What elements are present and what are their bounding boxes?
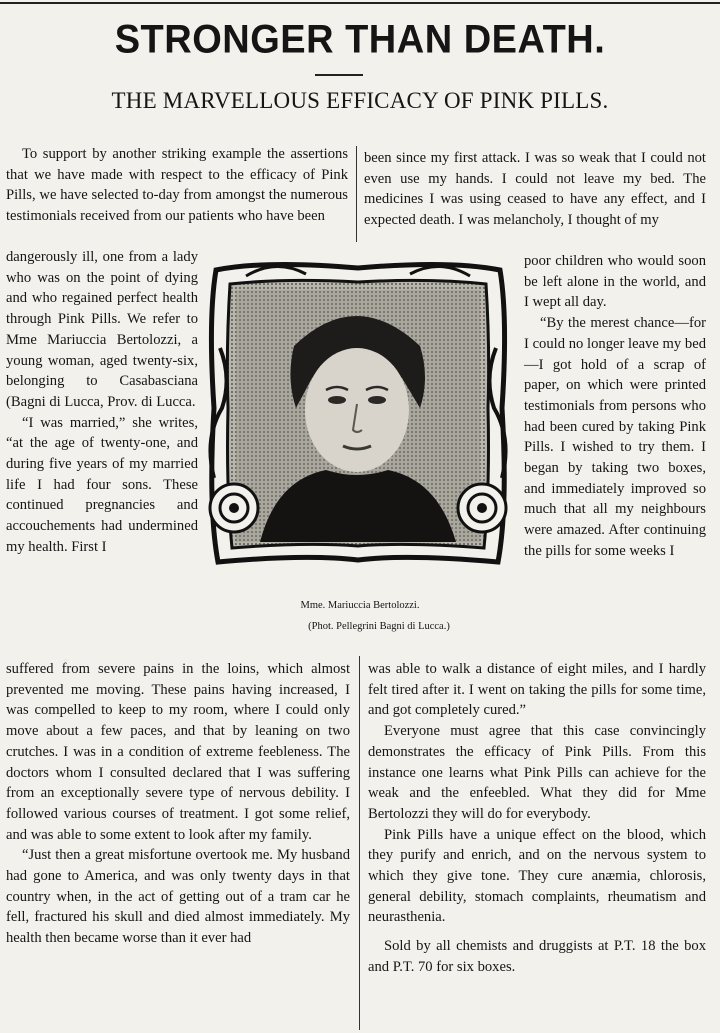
intro-paragraph: To support by another striking example the assertions that we have made with respect to the efficacy of Pink Pills, we have selected to-day from amongst the numerous testimonials received from our patients who have been (6, 146, 348, 225)
left-narrow-column: dangerously ill, one from a lady who was on the point of dying and who regained perfect health through Pink Pills. We refer to Mme Mariuccia Bertolozzi, a young woman, aged twenty-six, belonging to Casabasciana (Bagni di Lucca, Prov. di Lucca. “I was married,” she writes, “at the age of twenty-one, and during five years of my married life I had four sons. These continued pregnancies and accouchements had undermined my health. First I (6, 249, 198, 555)
headline-divider (315, 74, 363, 76)
right-narrow-column: poor children who would soon be left alone in the world, and I wept all day. “By the merest chance—for I could no longer leave my bed—I got hold of a scrap of paper, on which were printed testimonials from persons who had been cured by taking Pink Pills. I wished to try them. I began by taking two boxes, and immediately improved so much that all my neighbours were amazed. After continuing the pills for some weeks I (524, 253, 706, 559)
column-divider-upper (356, 146, 357, 242)
right-upper-column: been since my first attack. I was so weak that I could not even use my hands. I could not leave my bed. The medicines I was using ceased to have any effect, and I expected death. I was melancholy, I thought of my (364, 150, 706, 229)
portrait-caption-credit: (Phot. Pellegrini Bagni di Lucca.) (308, 621, 450, 632)
portrait-frame (206, 258, 510, 570)
top-rule (0, 2, 720, 4)
portrait-figure (206, 258, 510, 570)
subheadline: THE MARVELLOUS EFFICACY OF PINK PILLS. (111, 88, 609, 113)
headline: STRONGER THAN DEATH. (114, 17, 606, 63)
portrait-caption-name: Mme. Mariuccia Bertolozzi. (300, 600, 420, 611)
left-lower-column: suffered from severe pains in the loins, which almost prevented me moving. These pains having increased, I was compelled to keep to my room, where I could only move about a few paces, and that by leaning on two crutches. I was in a condition of extreme feebleness. The doctors whom I consulted declared that I was suffering from an exceptionally severe type of nervous debility. I followed various courses of treatment. I got some relief, and was able to some extent to look after my family. “Just then a great misfortune overtook me. My husband had gone to America, and was only twenty days in that country when, in the act of getting out of a tram car he fell, fractured his skull and died almost immediately. My health then became worse than it ever had (6, 661, 350, 947)
right-lower-column: was able to walk a distance of eight miles, and I hardly felt tired after it. I went on taking the pills for some time, and got completely cured.” Everyone must agree that this case convincingly demonstrates the efficacy of Pink Pills. From this instance one learns what Pink Pills can achieve for the weak and the enfeebled. What they did for Mme Bertolozzi they will do for everybody. Pink Pills have a unique effect on the blood, which they purify and enrich, and on the nervous system to which they give tone. They cure anæmia, chlorosis, general debility, stomach complaints, rheumatism and neurasthenia. Sold by all chemists and druggists at P.T. 18 the box and P.T. 70 for six boxes. (368, 661, 706, 975)
column-divider-lower (359, 656, 360, 1030)
